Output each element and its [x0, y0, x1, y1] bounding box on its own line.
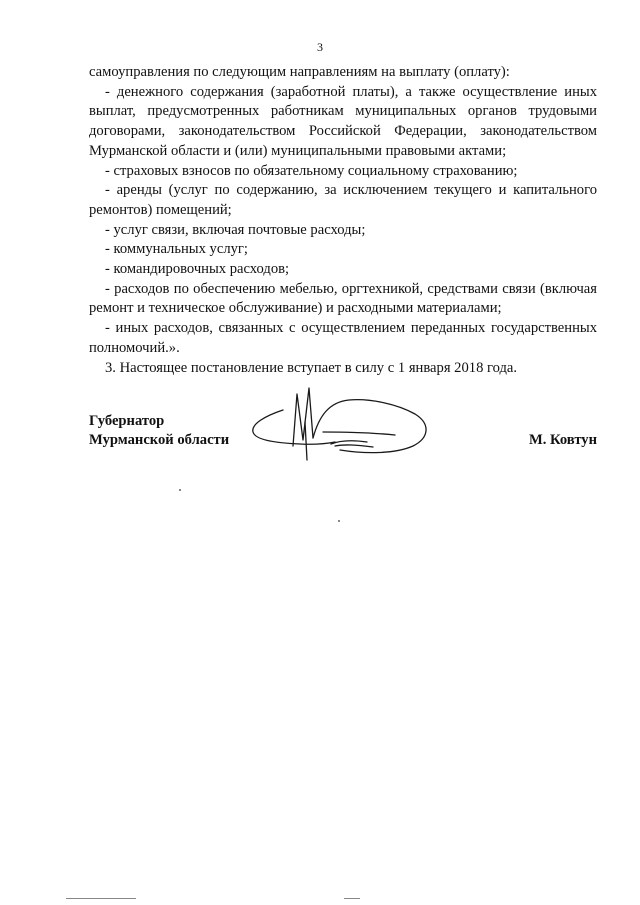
list-item-travel: - командировочных расходов;: [105, 261, 290, 278]
document-body: [89, 63, 597, 378]
list-item-furniture: - расходов по обеспечению мебелью, оргтехникой, средствами связи (включая ремонт и техническое обслуживание) и расходными материалами;: [89, 280, 597, 317]
signatory-region: Мурманской области: [89, 432, 230, 448]
signatory-position: Губернатор: [89, 413, 165, 429]
list-item-salary: - денежного содержания (заработной платы), а также осуществление иных выплат, предусмотренных работникам муниципальных органов трудовыми договорами, законодательством Российской Федерации, законодательством Мурманской области и (или) муниципальными правовыми актами;: [89, 83, 597, 159]
scan-mark: [179, 489, 181, 491]
list-item-other: - иных расходов, связанных с осуществлением переданных государственных полномочий.».: [89, 320, 597, 356]
scan-mark: [66, 898, 136, 899]
scan-mark: [338, 520, 340, 522]
list-item-utilities: - коммунальных услуг;: [105, 241, 248, 258]
paragraph-effective-date: 3. Настоящее постановление вступает в силу с 1 января 2018 года.: [105, 359, 518, 376]
page-number: 3: [317, 40, 323, 54]
list-item-communications: - услуг связи, включая почтовые расходы;: [105, 221, 366, 238]
scan-mark: [344, 898, 360, 899]
handwritten-signature: [245, 380, 440, 475]
paragraph-intro: самоуправления по следующим направлениям на выплату (оплату):: [89, 64, 510, 80]
list-item-rent: - аренды (услуг по содержанию, за исключением текущего и капитального ремонтов) помещений;: [89, 182, 597, 218]
signatory-name: М. Ковтун: [528, 432, 597, 448]
list-item-insurance: - страховых взносов по обязательному социальному страхованию;: [105, 162, 518, 179]
